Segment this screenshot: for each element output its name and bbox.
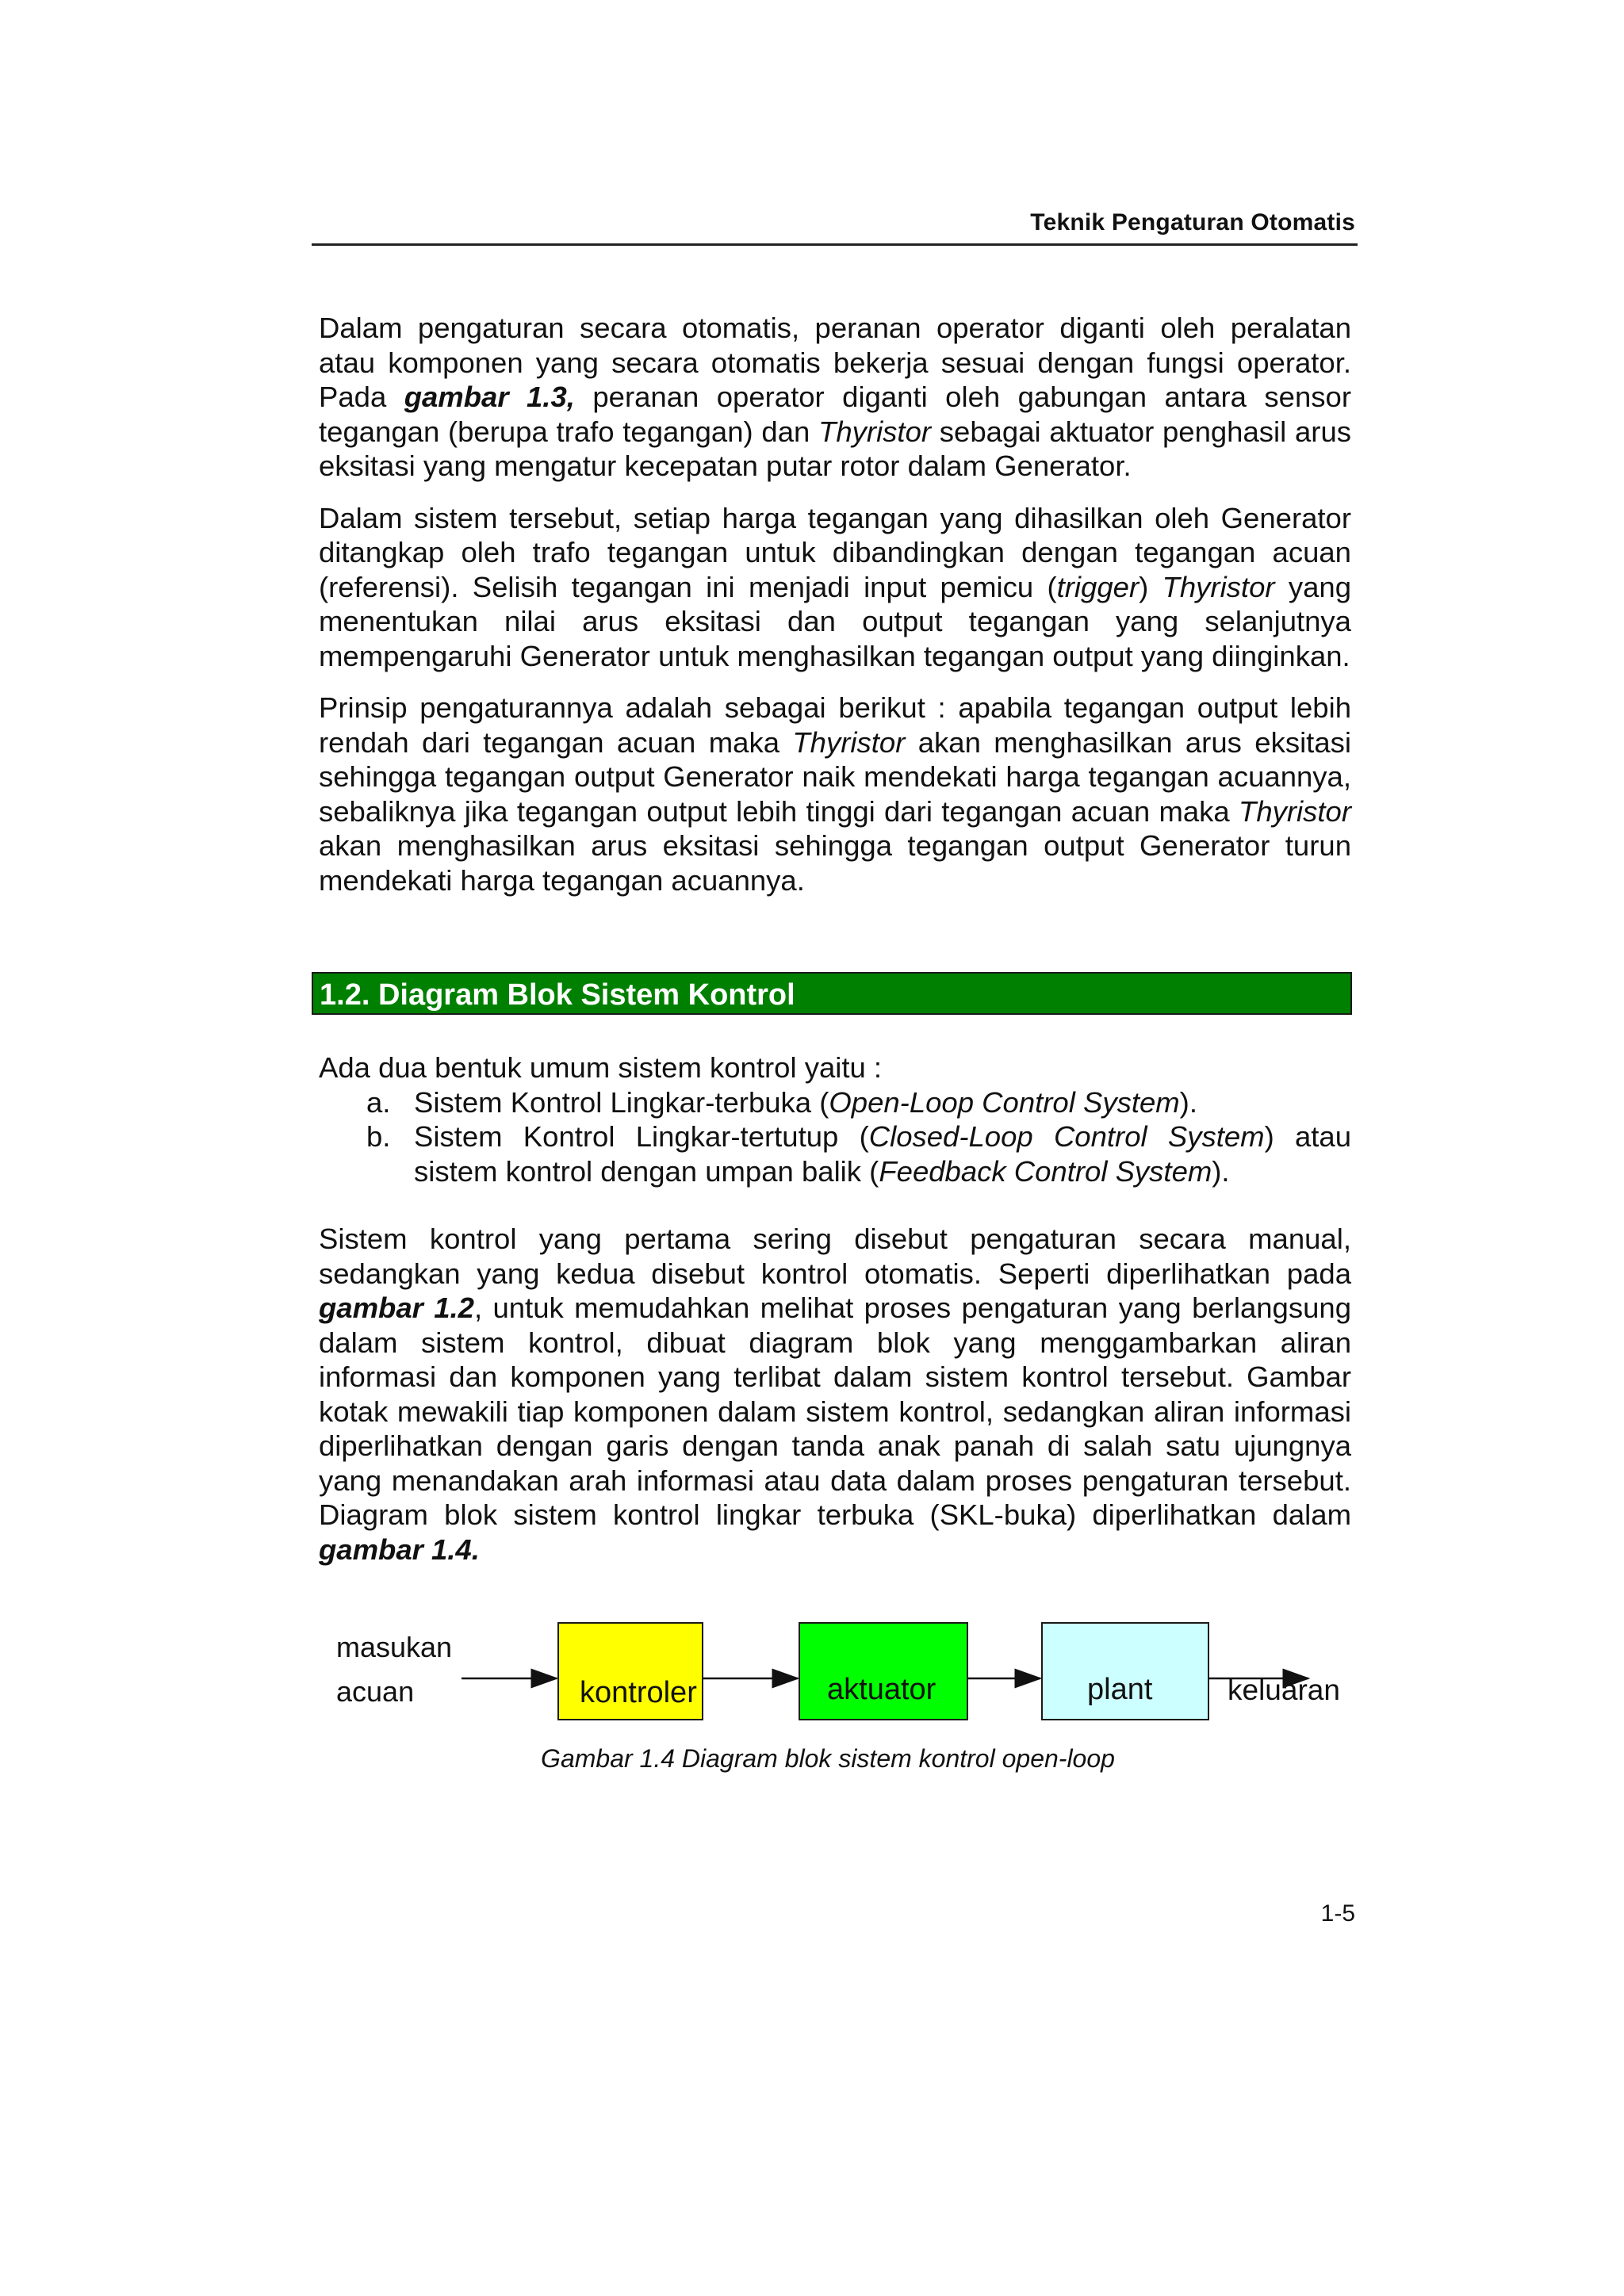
running-header-title: Teknik Pengaturan Otomatis xyxy=(1030,209,1355,235)
section-heading: 1.2. Diagram Blok Sistem Kontrol xyxy=(312,972,1352,1015)
system-types-list xyxy=(319,1085,1351,1189)
actuator-block xyxy=(799,1622,968,1720)
figure-caption: Gambar 1.4 Diagram blok sistem kontrol open-loop xyxy=(541,1744,1115,1773)
paragraph-2: Dalam sistem tersebut, setiap harga tegangan yang dihasilkan oleh Generator ditangkap oleh trafo tegangan untuk dibandingkan dengan tegangan acuan (referensi). Selisih tegangan ini menjadi input pemicu (trigger) Thyristor yang menentukan nilai arus eksitasi dan output tegangan yang selanjutnya mempengaruhi Generator untuk menghasilkan tegangan output yang diinginkan. xyxy=(319,501,1351,672)
output-label: keluaran xyxy=(1228,1674,1340,1706)
body-text-bottom xyxy=(319,1222,1351,1584)
header-divider xyxy=(312,243,1358,246)
list-item: a. Sistem Kontrol Lingkar-terbuka (Open-Loop Control System). xyxy=(366,1085,1197,1119)
paragraph-3: Prinsip pengaturannya adalah sebagai berikut : apabila tegangan output lebih rendah dari tegangan acuan maka Thyristor akan menghasilkan arus eksitasi sehingga tegangan output Generator naik mendekati harga tegangan acuannya, sebaliknya jika tegangan output lebih tinggi dari tegangan acuan maka Thyristor akan menghasilkan arus eksitasi sehingga tegangan output Generator turun mendekati harga tegangan acuannya. xyxy=(319,691,1351,897)
plant-label: plant xyxy=(1087,1673,1153,1706)
paragraph-1: Dalam pengaturan secara otomatis, peranan operator diganti oleh peralatan atau komponen yang secara otomatis bekerja sesuai dengan fungsi operator. Pada gambar 1.3, peranan operator diganti oleh gabungan antara sensor tegangan (berupa trafo tegangan) dan Thyristor sebagai aktuator penghasil arus eksitasi yang mengatur kecepatan putar rotor dalam Generator. xyxy=(319,312,1351,482)
input-label-line-1: masukan xyxy=(336,1631,453,1663)
plant-block xyxy=(1041,1622,1209,1720)
paragraph-4: Sistem kontrol yang pertama sering disebut pengaturan secara manual, sedangkan yang kedua disebut kontrol otomatis. Seperti diperlihatkan pada gambar 1.2, untuk memudahkan melihat proses pengaturan yang berlangsung dalam sistem kontrol, dibuat diagram blok yang menggambarkan aliran informasi dan komponen yang terlibat dalam sistem kontrol tersebut. Gambar kotak mewakili tiap komponen dalam sistem kontrol, sedangkan aliran informasi diperlihatkan dengan garis dengan tanda anak panah di salah satu ujungnya yang menandakan arah informasi atau data dalam proses pengaturan tersebut. Diagram blok sistem kontrol lingkar terbuka (SKL-buka) diperlihatkan dalam gambar 1.4. xyxy=(319,1223,1351,1566)
intro-block xyxy=(319,1050,1351,1188)
list-item: b. Sistem Kontrol Lingkar-tertutup (Closed-Loop Control System) atau sistem kontrol dengan umpan balik (Feedback Control System). xyxy=(366,1120,1352,1188)
page-number: 1-5 xyxy=(1320,1900,1355,1927)
intro-lead: Ada dua bentuk umum sistem kontrol yaitu : xyxy=(319,1051,883,1084)
controller-block xyxy=(557,1622,703,1720)
input-label-line-2: acuan xyxy=(336,1675,415,1708)
actuator-label: aktuator xyxy=(827,1673,936,1706)
body-text-top xyxy=(319,311,1351,915)
controller-label: kontroler xyxy=(580,1676,697,1709)
